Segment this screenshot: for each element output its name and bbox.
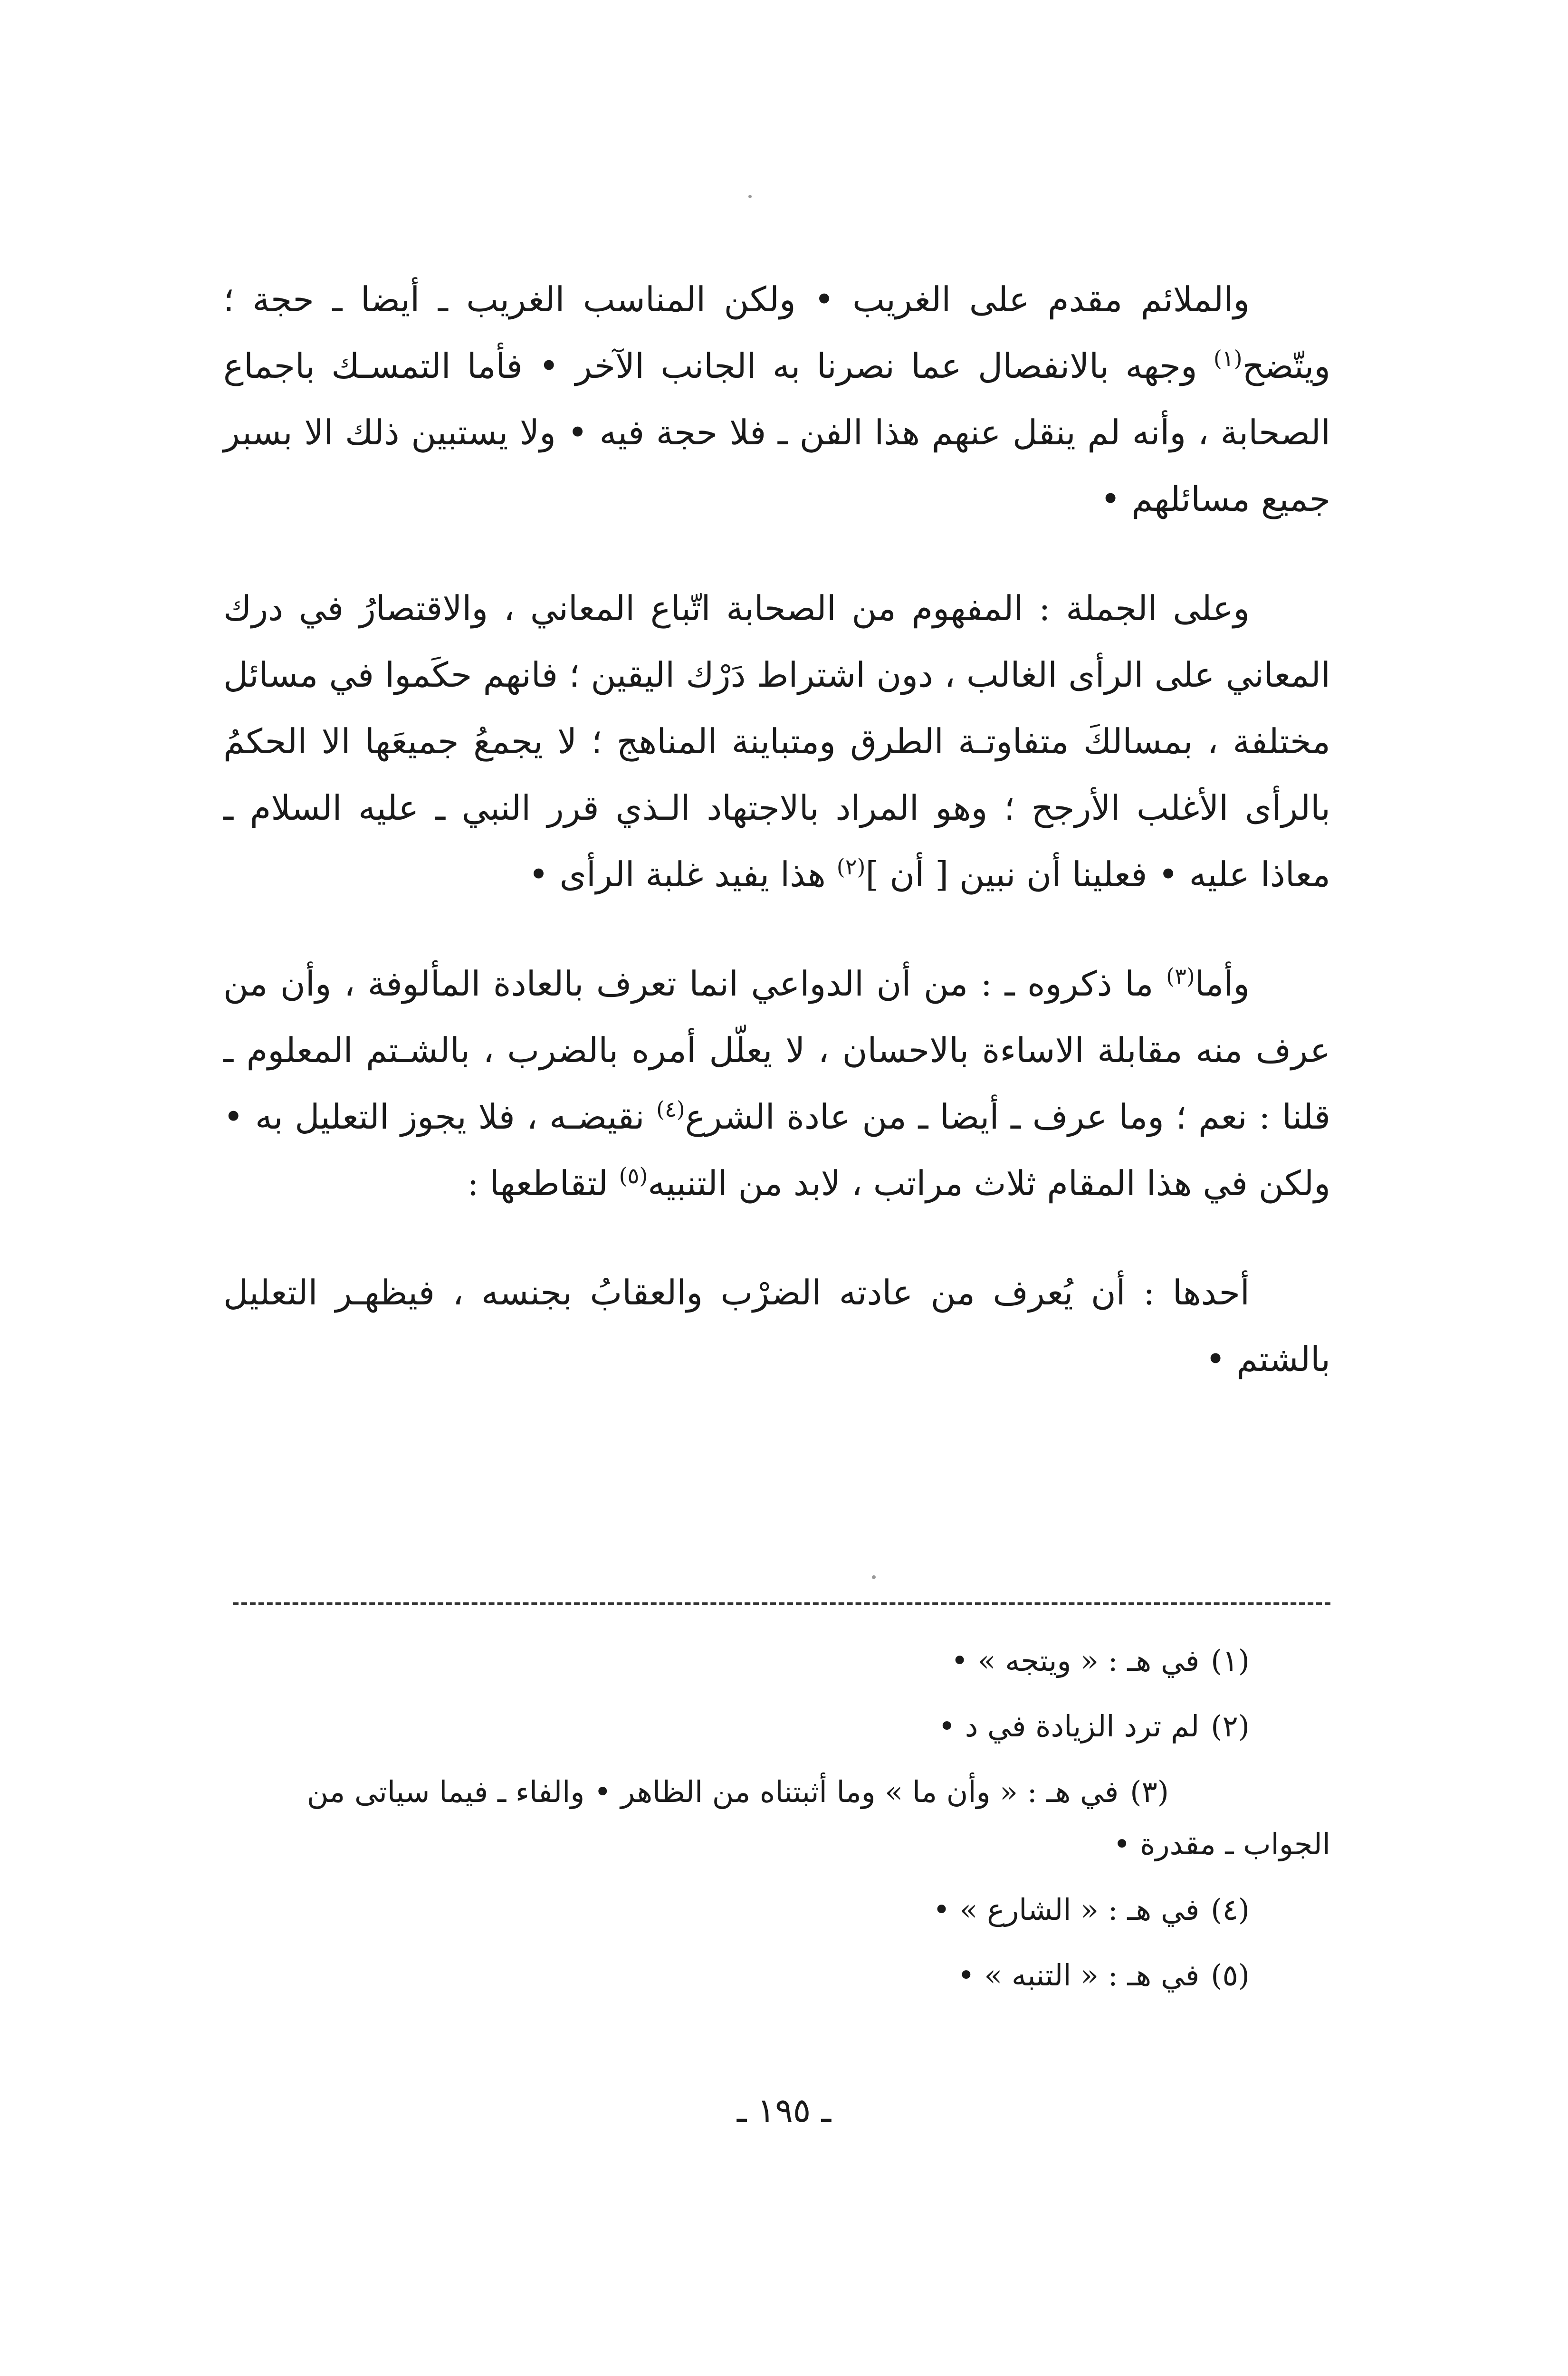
- scan-speck: [748, 195, 752, 198]
- footnote-number: (٤): [1211, 1892, 1250, 1927]
- footnote-text: في هـ : « الشارع » •: [933, 1892, 1200, 1927]
- paragraph-4-text: أحدها : أن يُعرف من عادته الضرْب والعقابُ بجنسه ، فيظهـر التعليل بالشتم •: [223, 1273, 1330, 1379]
- paragraph-1-text-cont: وجهه بالانفصال عما نصرنا به الجانب الآخر • فأما التمسـك باجماع الصحابة ، وأنه لم ينقل عنهم هذا الفن ـ فلا حجة فيه • ولا يستبين ذلك الا بسبر جميع مسائلهم •: [223, 346, 1330, 519]
- footnotes: [223, 1635, 1330, 2015]
- paragraph-2: [223, 575, 1330, 908]
- footnote-text: في هـ : « وأن ما » وما أثبتناه من الظاهر • والفاء ـ فيما سياتى من الجواب ـ مقدرة •: [306, 1774, 1330, 1861]
- footnote-text: في هـ : « التنبه » •: [957, 1958, 1200, 1993]
- footnote-ref-1: (١): [1213, 345, 1243, 371]
- footnote-ref-4: (٤): [656, 1096, 685, 1122]
- paragraph-3-text-mid2: نقيضـه ، فلا يجوز التعليل به • ولكن في هذا المقام ثلاث مراتب ، لابد من التنبيه: [223, 1097, 1330, 1203]
- footnote-text: لم ترد الزيادة في د •: [938, 1709, 1200, 1744]
- page-number: ـ ١٩٥ ـ: [736, 2091, 832, 2130]
- footnote-ref-3: (٣): [1166, 963, 1195, 989]
- main-text: [223, 266, 1330, 1392]
- footnote-text: في هـ : « ويتجه » •: [951, 1643, 1200, 1678]
- paragraph-3-text-mid: ما ذكروه ـ : من أن الدواعي انما تعرف بالعادة المألوفة ، وأن من عرف منه مقابلة الاساءة بالاحسان ، لا يعلّل أمره بالضرب ، بالشـتم المعلوم ـ قلنا : نعم ؛ وما عرف ـ أيضا ـ من عادة الشرع: [223, 964, 1330, 1137]
- footnote-number: (٢): [1211, 1709, 1250, 1744]
- footnote-1: [223, 1635, 1330, 1687]
- footnote-2: [223, 1700, 1330, 1753]
- paragraph-1-text: والملائم مقدم على الغريب • ولكن المناسب الغريب ـ أيضا ـ حجة ؛ ويتّضح: [223, 279, 1330, 386]
- paragraph-1: [223, 266, 1330, 532]
- paragraph-4: [223, 1259, 1330, 1392]
- footnote-ref-2: (٢): [836, 854, 866, 880]
- footnote-separator: [233, 1602, 1330, 1605]
- footnote-number: (٣): [1130, 1774, 1169, 1809]
- footnote-3: [223, 1766, 1330, 1870]
- footnote-5: [223, 1949, 1330, 2002]
- scan-speck: [872, 1575, 876, 1579]
- footnote-4: [223, 1884, 1330, 1936]
- paragraph-3-text-end: لتقاطعها :: [467, 1163, 619, 1203]
- footnote-number: (٥): [1211, 1958, 1250, 1993]
- paragraph-2-text-cont: هذا يفيد غلبة الرأى •: [528, 854, 837, 894]
- paragraph-3-text: وأما: [1195, 964, 1250, 1004]
- paragraph-3: [223, 950, 1330, 1217]
- footnote-ref-5: (٥): [619, 1163, 648, 1188]
- footnote-number: (١): [1211, 1643, 1250, 1678]
- paragraph-2-text: وعلى الجملة : المفهوم من الصحابة اتّباع المعاني ، والاقتصارُ في درك المعاني على الرأى الغالب ، دون اشتراط دَرْك اليقين ؛ فانهم حكَموا في مسائل مختلفة ، بمسالكَ متفاوتـة الطرق ومتباينة المناهج ؛ لا يجمعُ جميعَها الا الحكمُ بالرأى الأغلب الأرجح ؛ وهو المراد بالاجتهاد الـذي قرر النبي ـ عليه السلام ـ معاذا عليه • فعلينا أن نبين [ أن ]: [223, 588, 1330, 894]
